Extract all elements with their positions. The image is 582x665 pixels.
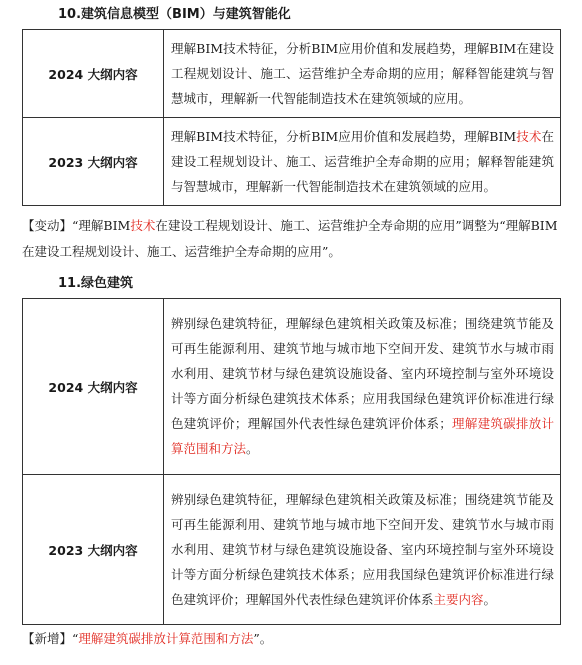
table-row xyxy=(23,30,561,118)
table-row xyxy=(23,118,561,206)
note-text: 【新增】“ xyxy=(22,631,79,646)
row-label-2023: 2023 大纲内容 xyxy=(23,475,164,625)
row-label-2024: 2024 大纲内容 xyxy=(23,30,164,118)
section-11-heading: 11.绿色建筑 xyxy=(58,276,134,291)
row-label-2023: 2023 大纲内容 xyxy=(23,118,164,206)
note-text: 【变动】“理解BIM xyxy=(22,218,131,233)
changed-text: 技术 xyxy=(516,128,542,144)
note-text: ”。 xyxy=(253,631,273,646)
section-10-change-note xyxy=(22,213,561,265)
row-content-2024 xyxy=(164,299,561,475)
content-text: 。 xyxy=(483,591,497,607)
row-label-2024: 2024 大纲内容 xyxy=(23,299,164,475)
added-text: 理解建筑碳排放计算范围和方法 xyxy=(171,416,554,456)
note-highlight: 理解建筑碳排放计算范围和方法 xyxy=(78,631,254,646)
section-10-heading: 10.建筑信息模型（BIM）与建筑智能化 xyxy=(58,7,291,22)
changed-text: 主要内容 xyxy=(433,591,484,607)
content-text: 理解BIM技术特征，分析BIM应用价值和发展趋势，理解BIM xyxy=(171,128,517,144)
section-11-added-note xyxy=(22,626,561,652)
row-content-2024: 理解BIM技术特征，分析BIM应用价值和发展趋势，理解BIM在建设工程规划设计、施工、运营维护全寿命期的应用；解释智能建筑与智慧城市，理解新一代智能制造技术在建筑领域的应用。 xyxy=(164,30,561,118)
row-content-2023 xyxy=(164,475,561,625)
note-text: 在建设工程规划设计、施工、运营维护全寿命期的应用”调整为“理解BIM在建设工程规划设计、施工、运营维护全寿命期的应用”。 xyxy=(22,218,558,259)
content-text: 。 xyxy=(246,441,259,456)
row-content-2023 xyxy=(164,118,561,206)
section-10-table xyxy=(22,29,561,206)
content-text: 辨别绿色建筑特征，理解绿色建筑相关政策及标准；围绕建筑节能及可再生能源利用、建筑节地与城市地下空间开发、建筑节水与城市雨水利用、建筑节材与绿色建筑设施设备、室内环境控制与室外环境设计等方面分析绿色建筑技术体系；应用我国绿色建筑评价标准进行绿色建筑评价；理解国外代表性绿色建筑评价体系 xyxy=(171,491,554,607)
content-text: 在建设工程规划设计、施工、运营维护全寿命期的应用；解释智能建筑与智慧城市，理解新一代智能制造技术在建筑领域的应用。 xyxy=(171,128,554,194)
note-highlight: 技术 xyxy=(130,218,156,233)
table-row xyxy=(23,475,561,625)
section-11-table xyxy=(22,298,561,625)
table-row xyxy=(23,299,561,475)
content-text: 辨别绿色建筑特征，理解绿色建筑相关政策及标准；围绕建筑节能及可再生能源利用、建筑节地与城市地下空间开发、建筑节水与城市雨水利用、建筑节材与绿色建筑设施设备、室内环境控制与室外环境设计等方面分析绿色建筑技术体系；应用我国绿色建筑评价标准进行绿色建筑评价；理解国外代表性绿色建筑评价体系； xyxy=(171,316,554,431)
